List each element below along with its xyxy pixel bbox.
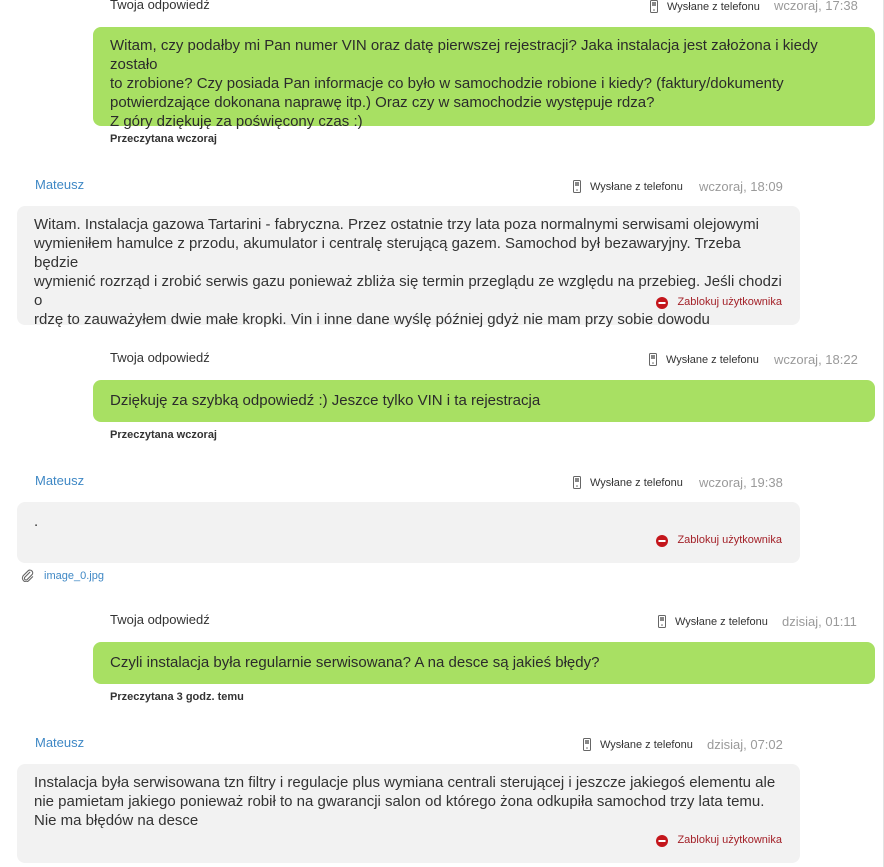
phone-icon — [658, 615, 666, 628]
block-user-label: Zablokuj użytkownika — [677, 834, 782, 846]
attachment-filename: image_0.jpg — [44, 569, 104, 582]
message-time: dzisiaj, 01:11 — [782, 614, 857, 629]
sent-from-phone-label: Wysłane z telefonu — [600, 738, 693, 751]
incoming-message-bubble — [17, 502, 800, 563]
block-icon — [656, 297, 668, 309]
outgoing-message-bubble — [93, 380, 875, 422]
sent-from-phone-label: Wysłane z telefonu — [666, 353, 759, 366]
sent-from-phone-label: Wysłane z telefonu — [667, 0, 760, 13]
sent-from-phone — [573, 476, 683, 489]
reply-header-label: Twoja odpowiedź — [110, 350, 210, 365]
incoming-message-bubble — [17, 206, 800, 328]
block-user-link[interactable] — [656, 531, 782, 550]
block-user-link[interactable] — [656, 293, 782, 312]
sent-from-phone — [583, 738, 693, 751]
sent-from-phone — [573, 180, 683, 193]
incoming-message-bubble — [17, 764, 800, 863]
message-time: dzisiaj, 07:02 — [707, 737, 783, 752]
message-time: wczoraj, 18:09 — [699, 179, 783, 194]
block-user-label: Zablokuj użytkownika — [677, 534, 782, 546]
message-text: . — [34, 513, 39, 530]
phone-icon — [583, 738, 591, 751]
sent-from-phone — [650, 0, 760, 13]
outgoing-message-bubble — [93, 27, 875, 130]
phone-icon — [649, 353, 657, 366]
message-text: Czyli instalacja była regularnie serwisowana? A na desce są jakieś błędy? — [110, 654, 600, 671]
message-time: wczoraj, 17:38 — [774, 0, 858, 13]
read-status: Przeczytana 3 godz. temu — [110, 691, 244, 703]
sent-from-phone — [658, 615, 768, 628]
reply-header-label: Twoja odpowiedź — [110, 0, 210, 12]
paperclip-icon — [21, 569, 34, 582]
message-text: Witam, czy podałby mi Pan numer VIN oraz datę pierwszej rejestracji? Jaka instalacja jest założona i kiedy zostało to zrobione? Czy posiada Pan informacje co było w samochodzie robione i kiedy? (faktury/dokumenty potwierdzające dokonana naprawę itp.) Oraz czy w samochodzie występuje rdza? Z góry dziękuję za poświęcony czas :) — [110, 37, 818, 130]
outgoing-message-bubble — [93, 642, 875, 684]
message-text: Dziękuję za szybką odpowiedź :) Jeszce tylko VIN i ta rejestracja — [110, 392, 541, 409]
sender-name-link[interactable]: Mateusz — [35, 473, 85, 488]
phone-icon — [573, 180, 581, 193]
block-icon — [656, 535, 668, 547]
sent-from-phone-label: Wysłane z telefonu — [590, 476, 683, 489]
reply-header-label: Twoja odpowiedź — [110, 612, 210, 627]
sent-from-phone — [649, 353, 759, 366]
phone-icon — [650, 0, 658, 13]
sent-from-phone-label: Wysłane z telefonu — [590, 180, 683, 193]
sender-name-link[interactable]: Mateusz — [35, 735, 85, 750]
read-status: Przeczytana wczoraj — [110, 133, 217, 145]
phone-icon — [573, 476, 581, 489]
message-time: wczoraj, 19:38 — [699, 475, 783, 490]
message-text: Witam. Instalacja gazowa Tartarini - fabryczna. Przez ostatnie trzy lata poza normalnymi serwisami olejowymi wymieniłem hamulce z przodu, akumulator i centralę sterującą gazem. Samochod był bezawaryjny. Trzeba będzie wymienić rozrząd i zrobić serwis gazu ponieważ zbliża się termin przeglądu ze względu na przebieg. Jeśli chodzi o rdzę to zauważyłem dwie małe kropki. Vin i inne dane wyślę później gdyż nie mam przy sobie dowodu — [34, 216, 782, 328]
sent-from-phone-label: Wysłane z telefonu — [675, 615, 768, 628]
block-user-link[interactable] — [656, 831, 782, 850]
message-time: wczoraj, 18:22 — [774, 352, 858, 367]
sender-name-link[interactable]: Mateusz — [35, 177, 85, 192]
attachment-link[interactable] — [21, 569, 104, 582]
block-user-label: Zablokuj użytkownika — [677, 296, 782, 308]
read-status: Przeczytana wczoraj — [110, 429, 217, 441]
block-icon — [656, 835, 668, 847]
message-text: Instalacja była serwisowana tzn filtry i regulacje plus wymiana centrali sterującej i jeszcze jakiegoś elementu ale nie pamietam jakiego ponieważ robił to na gwarancji salon od którego żona odkupiła samochod trzy lata temu. Nie ma błędów na desce — [34, 774, 776, 829]
